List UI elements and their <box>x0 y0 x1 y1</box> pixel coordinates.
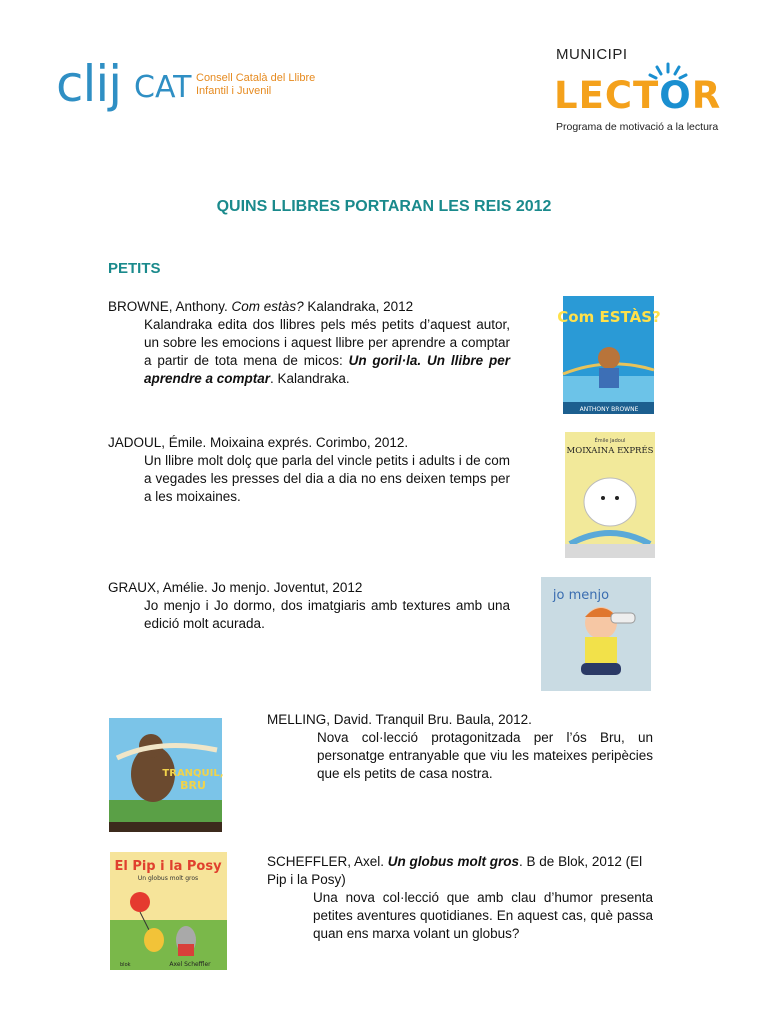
svg-text:MOIXAINA EXPRÉS: MOIXAINA EXPRÉS <box>566 446 654 456</box>
clij-logo-subtitle: Consell Català del Llibre Infantil i Juvenil <box>196 72 316 97</box>
entry-description: Kalandraka edita dos llibres pels més petits d’aquest autor, un sobre les emocions i aquest llibre per aprendre a comptar a partir de tota mena de micos: Un goril·la. Un llibre per aprendre a comptar. Kalandraka. <box>144 317 511 386</box>
svg-text:TRANQUIL,: TRANQUIL, <box>162 768 224 779</box>
svg-text:Un globus molt gros: Un globus molt gros <box>137 875 199 882</box>
entry-heading: BROWNE, Anthony. Com estàs? Kalandraka, 2012 <box>108 299 414 314</box>
clijcat-logo <box>56 56 316 116</box>
entry-heading: GRAUX, Amélie. Jo menjo. Joventut, 2012 <box>108 580 363 595</box>
book-cover-com-estas <box>557 296 661 414</box>
lector-wordmark: LECTOR <box>554 74 722 117</box>
svg-text:Axel Scheffler: Axel Scheffler <box>169 961 211 968</box>
clij-logo-cat: CAT <box>134 70 192 105</box>
clij-logo-word: clij <box>56 55 122 113</box>
entry-description: Un llibre molt dolç que parla del vincle petits i adults i de com a vegades les presses del dia a dia no ens deixen temps per a les moixaines. <box>144 453 510 504</box>
book-entry-graux <box>108 579 510 633</box>
municipi-label: MUNICIPI <box>556 46 628 63</box>
svg-text:BRU: BRU <box>180 779 206 792</box>
svg-text:ANTHONY BROWNE: ANTHONY BROWNE <box>579 406 639 413</box>
book-cover-moixaina-expres <box>565 432 655 558</box>
svg-text:blok: blok <box>120 962 131 968</box>
book-entry-melling <box>267 711 653 783</box>
entry-heading: MELLING, David. Tranquil Bru. Baula, 2012. <box>267 712 532 727</box>
book-cover-pip-i-la-posy <box>110 852 227 970</box>
book-cover-jo-menjo <box>541 577 651 691</box>
book-entry-jadoul <box>108 434 510 506</box>
svg-text:Émile Jadoul: Émile Jadoul <box>594 438 626 444</box>
book-cover-tranquil-bru <box>109 718 222 832</box>
svg-text:jo menjo: jo menjo <box>552 588 610 603</box>
book-entry-browne <box>108 298 510 388</box>
entry-heading: JADOUL, Émile. Moixaina exprés. Corimbo, 2012. <box>108 435 409 450</box>
page-title: QUINS LLIBRES PORTARAN LES REIS 2012 <box>216 198 552 215</box>
entry-description: Nova col·lecció protagonitzada per l’ós Bru, un personatge entranyable que viu les mateixes peripècies que els petits de casa nostra. <box>317 730 653 781</box>
section-heading: PETITS <box>108 260 161 277</box>
svg-text:Com ESTÀS?: Com ESTÀS? <box>557 308 661 326</box>
book-entry-scheffler <box>267 853 653 943</box>
municipi-lector-logo <box>553 46 733 136</box>
lector-tagline: Programa de motivació a la lectura <box>556 121 719 133</box>
entry-description: Jo menjo i Jo dormo, dos imatgiaris amb textures amb una edició molt acurada. <box>144 598 510 631</box>
entry-description: Una nova col·lecció que amb clau d’humor presenta petites aventures quotidianes. En aquest cas, què passa quan ens marxa volant un globus? <box>313 890 653 941</box>
svg-text:El Pip i la Posy: El Pip i la Posy <box>114 859 222 874</box>
entry-heading: SCHEFFLER, Axel. Un globus molt gros. B de Blok, 2012 (El Pip i la Posy) <box>267 854 643 887</box>
